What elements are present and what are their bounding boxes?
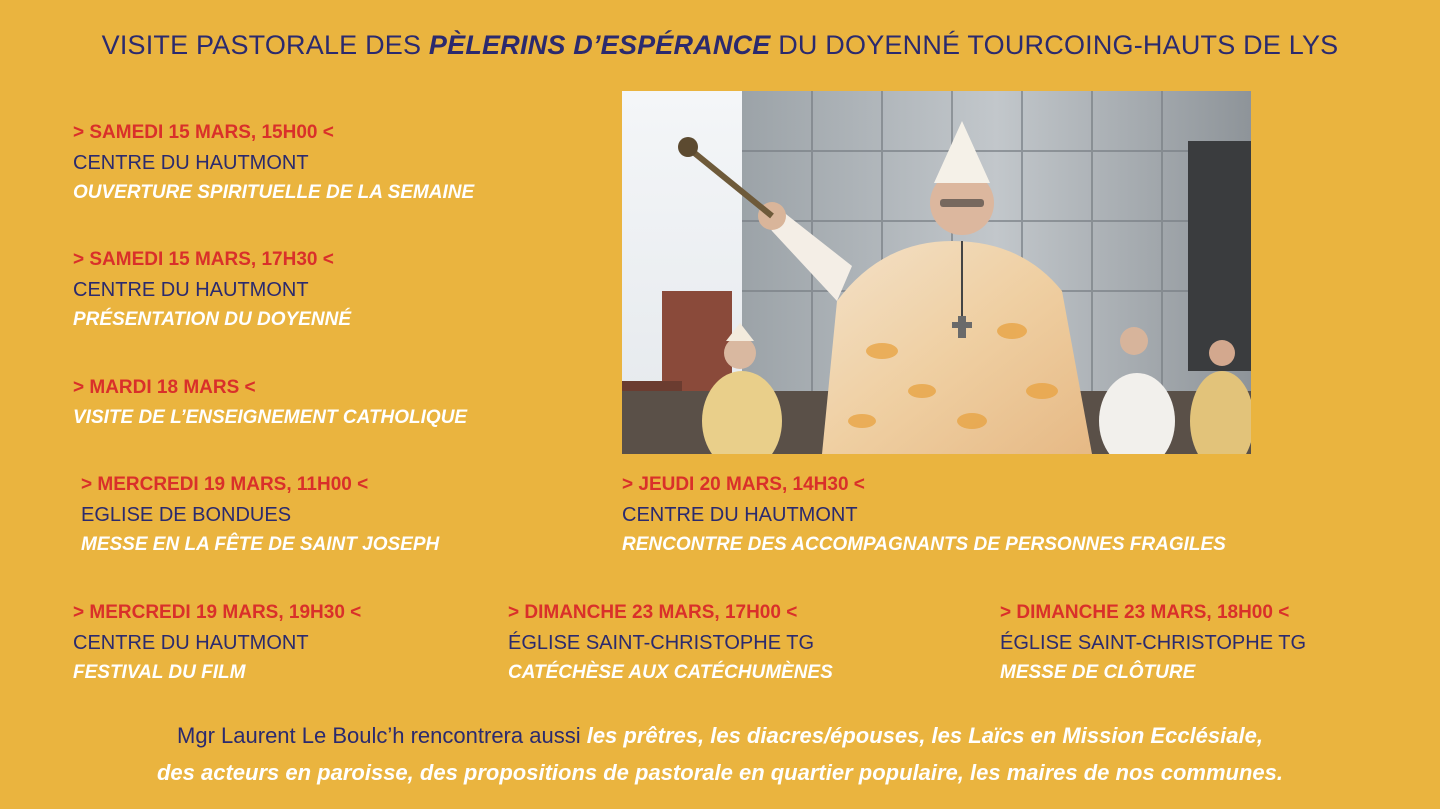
event-place: EGLISE DE BONDUES xyxy=(81,504,292,526)
event-description: MESSE EN LA FÊTE DE SAINT JOSEPH xyxy=(81,534,440,555)
event-description: CATÉCHÈSE AUX CATÉCHUMÈNES xyxy=(508,662,833,683)
title-prefix: VISITE PASTORALE DES xyxy=(101,30,429,60)
event-description: FESTIVAL DU FILM xyxy=(73,662,246,683)
event-item xyxy=(73,245,351,335)
event-item xyxy=(73,373,467,433)
event-date: > SAMEDI 15 MARS, 15H00 < xyxy=(73,122,334,143)
title-emphasis: PÈLERINS D’ESPÉRANCE xyxy=(428,30,771,60)
event-item xyxy=(622,470,1226,560)
event-date: > MERCREDI 19 MARS, 19H30 < xyxy=(73,602,362,623)
event-item xyxy=(508,598,833,688)
footer-line-2 xyxy=(0,754,1440,791)
title-suffix: DU DOYENNÉ TOURCOING-HAUTS DE LYS xyxy=(770,30,1339,60)
event-description: PRÉSENTATION DU DOYENNÉ xyxy=(73,309,351,330)
event-place: ÉGLISE SAINT-CHRISTOPHE TG xyxy=(508,632,814,654)
footer-line-1 xyxy=(0,717,1440,754)
event-date: > DIMANCHE 23 MARS, 17H00 < xyxy=(508,602,798,623)
event-date: > MERCREDI 19 MARS, 11H00 < xyxy=(81,474,369,495)
event-description: OUVERTURE SPIRITUELLE DE LA SEMAINE xyxy=(73,182,475,203)
event-place: CENTRE DU HAUTMONT xyxy=(73,152,309,174)
event-date: > DIMANCHE 23 MARS, 18H00 < xyxy=(1000,602,1290,623)
footer-text xyxy=(0,717,1440,791)
footer-highlight-1: les prêtres, les diacres/épouses, les Laïcs en Mission Ecclésiale, xyxy=(586,723,1263,748)
event-date: > MARDI 18 MARS < xyxy=(73,377,256,398)
footer-highlight-2: des acteurs en paroisse, des propositions de pastorale en quartier populaire, les maires de nos communes. xyxy=(156,760,1284,785)
event-description: RENCONTRE DES ACCOMPAGNANTS DE PERSONNES FRAGILES xyxy=(622,534,1226,555)
event-place: ÉGLISE SAINT-CHRISTOPHE TG xyxy=(1000,632,1306,654)
event-description: VISITE DE L’ENSEIGNEMENT CATHOLIQUE xyxy=(73,407,468,428)
footer-plain: Mgr Laurent Le Boulc’h rencontrera aussi xyxy=(177,723,587,748)
event-place: CENTRE DU HAUTMONT xyxy=(622,504,858,526)
event-place: CENTRE DU HAUTMONT xyxy=(73,632,309,654)
event-date: > JEUDI 20 MARS, 14H30 < xyxy=(622,474,865,495)
event-place: CENTRE DU HAUTMONT xyxy=(73,279,309,301)
event-item xyxy=(73,598,361,688)
event-description: MESSE DE CLÔTURE xyxy=(1000,662,1196,683)
event-date: > SAMEDI 15 MARS, 17H30 < xyxy=(73,249,334,270)
page-title xyxy=(0,30,1440,61)
event-item xyxy=(81,470,439,560)
bishop-photo xyxy=(622,91,1251,454)
event-item xyxy=(1000,598,1306,688)
event-item xyxy=(73,118,474,208)
